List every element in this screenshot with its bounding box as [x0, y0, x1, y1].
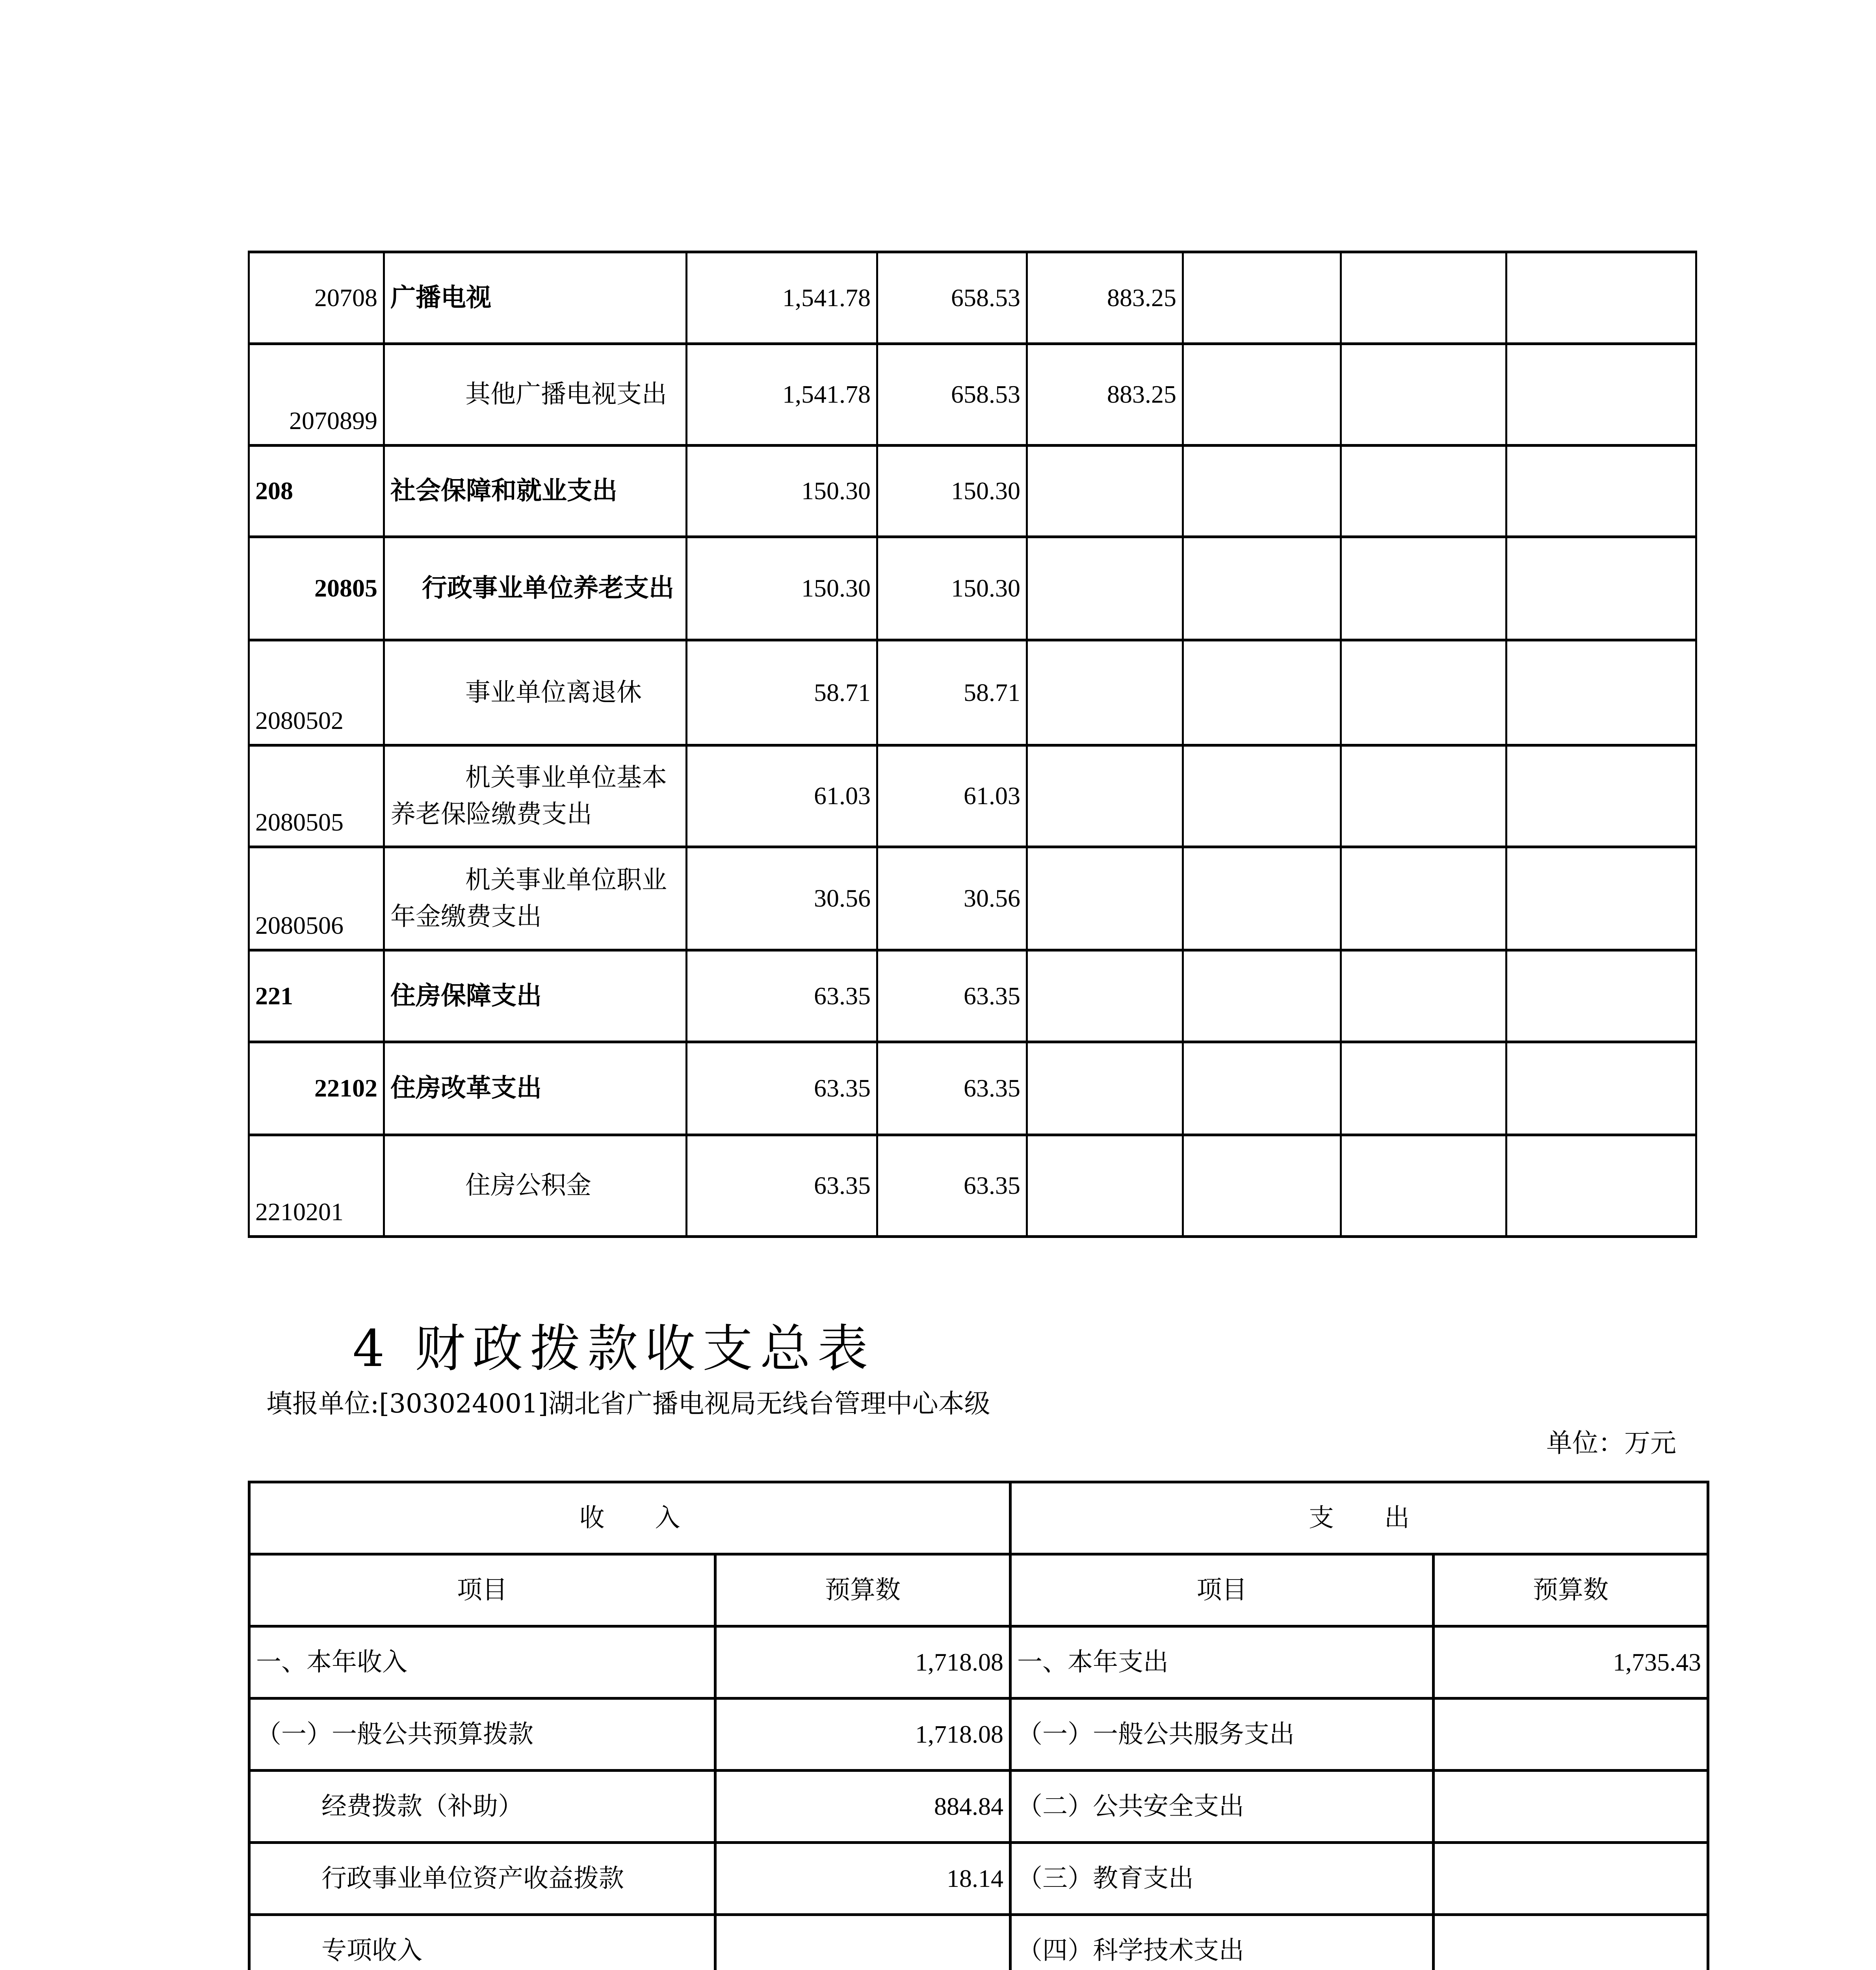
- row-code: 20805: [249, 537, 384, 640]
- row-project: [1027, 1135, 1183, 1237]
- table-row: [249, 1135, 1696, 1237]
- income-item: 行政事业单位资产收益拨款: [249, 1843, 715, 1915]
- empty-cell: [1341, 847, 1506, 950]
- income-item: 一、本年收入: [249, 1626, 715, 1699]
- empty-cell: [1506, 252, 1696, 344]
- table-row: [249, 1626, 1708, 1699]
- row-code: 2080502: [249, 640, 384, 745]
- row-project: [1027, 1042, 1183, 1135]
- expense-item: （二）公共安全支出: [1010, 1771, 1434, 1843]
- income-value: [715, 1915, 1010, 1970]
- subheader-row: [249, 1554, 1708, 1626]
- row-name: 行政事业单位养老支出: [384, 537, 687, 640]
- income-value: 1,718.08: [715, 1626, 1010, 1699]
- expense-header: 支 出: [1010, 1482, 1708, 1554]
- row-name: 住房改革支出: [384, 1042, 687, 1135]
- row-basic: 63.35: [877, 1042, 1027, 1135]
- table-row: [249, 446, 1696, 537]
- row-total: 63.35: [687, 950, 877, 1042]
- empty-cell: [1183, 344, 1341, 446]
- expense-value: [1434, 1843, 1708, 1915]
- row-project: [1027, 446, 1183, 537]
- row-code: 20708: [249, 252, 384, 344]
- row-code: 221: [249, 950, 384, 1042]
- empty-cell: [1341, 1135, 1506, 1237]
- row-total: 1,541.78: [687, 252, 877, 344]
- empty-cell: [1506, 950, 1696, 1042]
- section-title: 4 财政拨款收支总表: [353, 1320, 875, 1378]
- empty-cell: [1506, 344, 1696, 446]
- row-project: [1027, 847, 1183, 950]
- table-row: [249, 745, 1696, 847]
- fiscal-summary-table: [248, 1481, 1709, 1970]
- empty-cell: [1183, 1135, 1341, 1237]
- expense-budget-header: 预算数: [1434, 1554, 1708, 1626]
- row-code: 2210201: [249, 1135, 384, 1237]
- empty-cell: [1341, 640, 1506, 745]
- expense-value: 1,735.43: [1434, 1626, 1708, 1699]
- table-row: [249, 252, 1696, 344]
- empty-cell: [1183, 640, 1341, 745]
- empty-cell: [1341, 950, 1506, 1042]
- expense-item-header: 项目: [1010, 1554, 1434, 1626]
- empty-cell: [1506, 847, 1696, 950]
- row-total: 58.71: [687, 640, 877, 745]
- reporting-unit: 填报单位:[303024001]湖北省广播电视局无线台管理中心本级: [266, 1388, 990, 1419]
- empty-cell: [1341, 745, 1506, 847]
- row-basic: 658.53: [877, 344, 1027, 446]
- row-project: [1027, 950, 1183, 1042]
- row-code: 2070899: [249, 344, 384, 446]
- row-project: [1027, 537, 1183, 640]
- row-total: 150.30: [687, 446, 877, 537]
- income-budget-header: 预算数: [715, 1554, 1010, 1626]
- row-project: 883.25: [1027, 344, 1183, 446]
- empty-cell: [1506, 537, 1696, 640]
- expense-value: [1434, 1699, 1708, 1771]
- row-basic: 61.03: [877, 745, 1027, 847]
- expense-value: [1434, 1771, 1708, 1843]
- empty-cell: [1183, 950, 1341, 1042]
- row-basic: 63.35: [877, 950, 1027, 1042]
- row-basic: 30.56: [877, 847, 1027, 950]
- row-name: 机关事业单位职业年金缴费支出: [384, 847, 687, 950]
- row-code: 2080506: [249, 847, 384, 950]
- empty-cell: [1506, 640, 1696, 745]
- expense-item: （一）一般公共服务支出: [1010, 1699, 1434, 1771]
- row-basic: 150.30: [877, 537, 1027, 640]
- expense-item: 一、本年支出: [1010, 1626, 1434, 1699]
- empty-cell: [1183, 252, 1341, 344]
- row-basic: 58.71: [877, 640, 1027, 745]
- empty-cell: [1506, 446, 1696, 537]
- expenditure-table-continued: [248, 251, 1697, 1238]
- income-item: （一）一般公共预算拨款: [249, 1699, 715, 1771]
- table-row: [249, 1843, 1708, 1915]
- empty-cell: [1183, 847, 1341, 950]
- row-total: 150.30: [687, 537, 877, 640]
- income-item: 专项收入: [249, 1915, 715, 1970]
- income-value: 884.84: [715, 1771, 1010, 1843]
- row-total: 63.35: [687, 1042, 877, 1135]
- income-item: 经费拨款（补助）: [249, 1771, 715, 1843]
- row-code: 2080505: [249, 745, 384, 847]
- table-row: [249, 847, 1696, 950]
- income-value: 1,718.08: [715, 1699, 1010, 1771]
- empty-cell: [1341, 446, 1506, 537]
- row-name: 其他广播电视支出: [384, 344, 687, 446]
- row-name: 广播电视: [384, 252, 687, 344]
- table-row: [249, 344, 1696, 446]
- empty-cell: [1183, 537, 1341, 640]
- empty-cell: [1506, 1042, 1696, 1135]
- row-name: 住房保障支出: [384, 950, 687, 1042]
- table-row: [249, 537, 1696, 640]
- income-header: 收 入: [249, 1482, 1010, 1554]
- row-project: [1027, 640, 1183, 745]
- expense-item: （四）科学技术支出: [1010, 1915, 1434, 1970]
- row-project: 883.25: [1027, 252, 1183, 344]
- row-total: 61.03: [687, 745, 877, 847]
- empty-cell: [1341, 537, 1506, 640]
- row-total: 63.35: [687, 1135, 877, 1237]
- table-row: [249, 950, 1696, 1042]
- row-basic: 150.30: [877, 446, 1027, 537]
- table-row: [249, 1042, 1696, 1135]
- row-code: 22102: [249, 1042, 384, 1135]
- empty-cell: [1183, 745, 1341, 847]
- row-total: 1,541.78: [687, 344, 877, 446]
- table-row: [249, 1771, 1708, 1843]
- row-name: 机关事业单位基本养老保险缴费支出: [384, 745, 687, 847]
- row-name: 社会保障和就业支出: [384, 446, 687, 537]
- row-total: 30.56: [687, 847, 877, 950]
- row-project: [1027, 745, 1183, 847]
- row-basic: 63.35: [877, 1135, 1027, 1237]
- empty-cell: [1183, 446, 1341, 537]
- currency-unit: 单位：万元: [1546, 1428, 1676, 1458]
- empty-cell: [1506, 1135, 1696, 1237]
- empty-cell: [1341, 344, 1506, 446]
- empty-cell: [1341, 1042, 1506, 1135]
- row-name: 事业单位离退休: [384, 640, 687, 745]
- empty-cell: [1506, 745, 1696, 847]
- row-code: 208: [249, 446, 384, 537]
- income-value: 18.14: [715, 1843, 1010, 1915]
- header-row: [249, 1482, 1708, 1554]
- expense-value: [1434, 1915, 1708, 1970]
- empty-cell: [1341, 252, 1506, 344]
- expense-item: （三）教育支出: [1010, 1843, 1434, 1915]
- row-basic: 658.53: [877, 252, 1027, 344]
- income-item-header: 项目: [249, 1554, 715, 1626]
- table-row: [249, 1699, 1708, 1771]
- empty-cell: [1183, 1042, 1341, 1135]
- table-row: [249, 1915, 1708, 1970]
- row-name: 住房公积金: [384, 1135, 687, 1237]
- table-row: [249, 640, 1696, 745]
